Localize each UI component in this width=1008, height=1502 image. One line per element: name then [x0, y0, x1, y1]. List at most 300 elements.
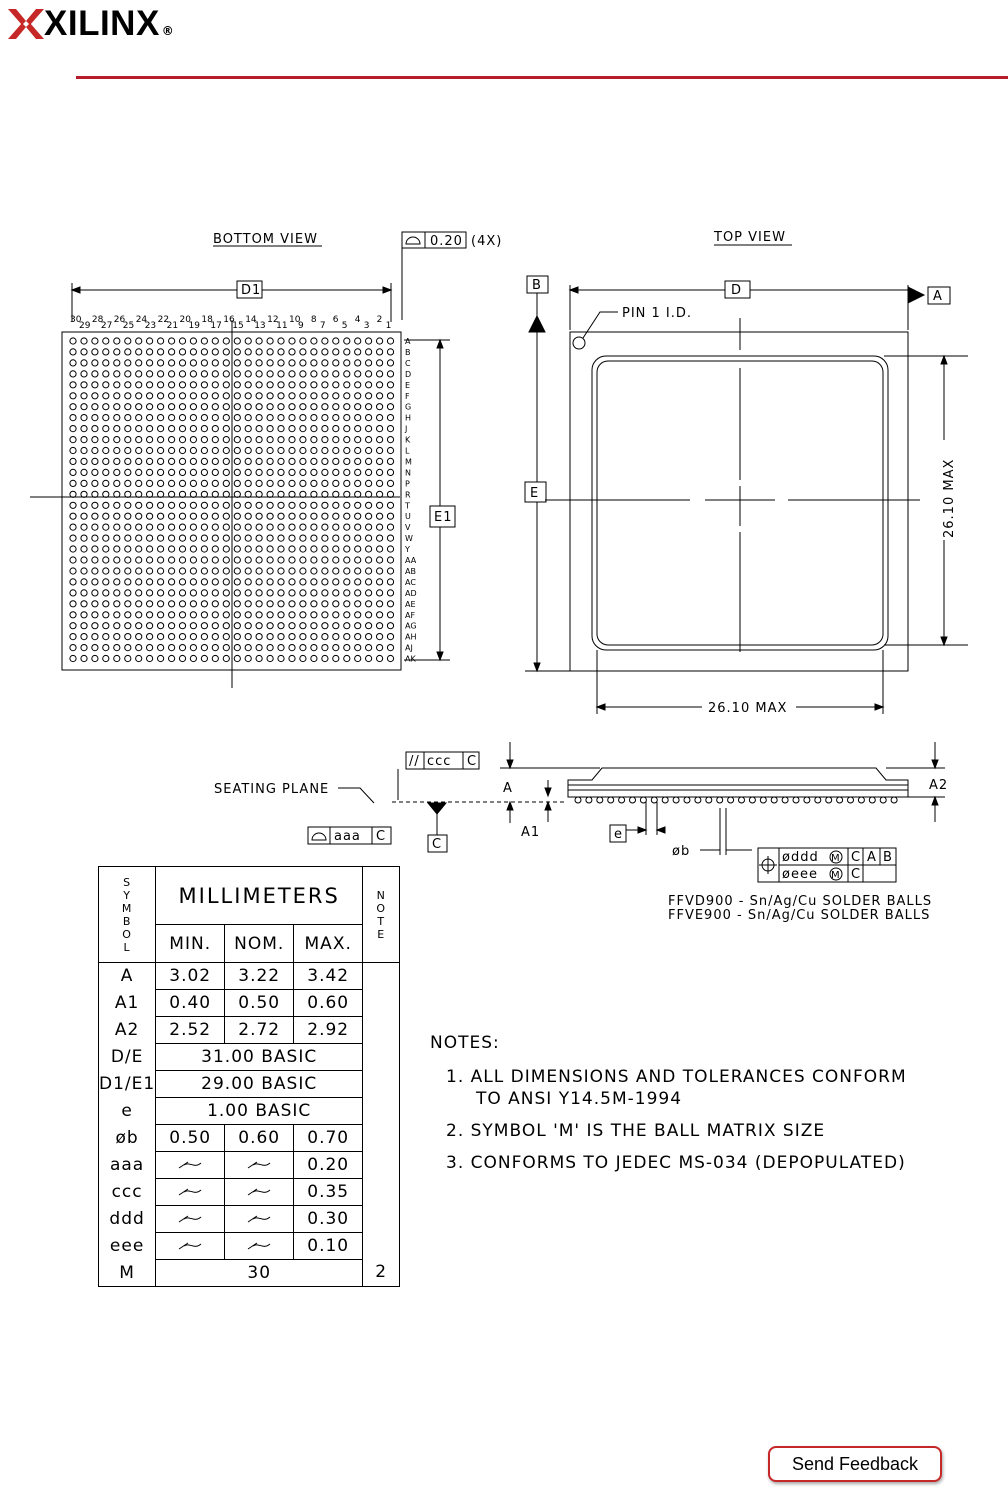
- solder-ball: [190, 546, 196, 552]
- solder-ball: [245, 634, 251, 640]
- solder-ball: [311, 437, 317, 443]
- solder-ball: [234, 437, 240, 443]
- solder-ball: [158, 546, 164, 552]
- solder-ball: [158, 601, 164, 607]
- solder-ball: [278, 634, 284, 640]
- solder-ball: [387, 404, 393, 410]
- solder-ball: [355, 447, 361, 453]
- row-max-value: 0.60: [294, 990, 363, 1017]
- solder-ball: [344, 590, 350, 596]
- solder-ball: [245, 393, 251, 399]
- solder-ball: [333, 623, 339, 629]
- solder-ball: [289, 415, 295, 421]
- solder-ball: [114, 360, 120, 366]
- solder-ball: [234, 469, 240, 475]
- solder-ball: [92, 601, 98, 607]
- solder-ball: [103, 557, 109, 563]
- solder-ball: [70, 338, 76, 344]
- solder-ball: [103, 338, 109, 344]
- row-symbol: A: [99, 963, 156, 990]
- solder-ball: [355, 502, 361, 508]
- solder-ball: [179, 579, 185, 585]
- solder-ball: [289, 612, 295, 618]
- solder-ball: [245, 415, 251, 421]
- solder-ball: [136, 513, 142, 519]
- aaa-ref: C: [376, 829, 387, 844]
- solder-ball: [366, 546, 372, 552]
- solder-ball: [245, 557, 251, 563]
- col-number: 28: [91, 315, 104, 325]
- solder-ball: [322, 491, 328, 497]
- solder-ball: [333, 612, 339, 618]
- solder-ball: [147, 612, 153, 618]
- solder-ball: [212, 601, 218, 607]
- solder-ball: [278, 415, 284, 421]
- solder-ball: [344, 437, 350, 443]
- solder-ball: [245, 360, 251, 366]
- solder-ball: [125, 655, 131, 661]
- solder-ball: [158, 426, 164, 432]
- solder-ball: [136, 480, 142, 486]
- solder-ball: [223, 437, 229, 443]
- col-number: 5: [341, 321, 348, 331]
- solder-ball: [267, 557, 273, 563]
- solder-ball: [344, 612, 350, 618]
- solder-ball: [136, 426, 142, 432]
- solder-ball: [114, 437, 120, 443]
- solder-ball: [311, 568, 317, 574]
- solder-ball: [344, 546, 350, 552]
- solder-ball: [245, 349, 251, 355]
- solder-ball: [387, 437, 393, 443]
- solder-ball: [223, 382, 229, 388]
- solder-ball: [212, 480, 218, 486]
- solder-ball: [92, 513, 98, 519]
- solder-ball: [355, 426, 361, 432]
- col-number: 8: [310, 315, 317, 325]
- solder-ball: [387, 458, 393, 464]
- solder-ball: [289, 393, 295, 399]
- solder-ball: [234, 393, 240, 399]
- row-min-value: 0.40: [156, 990, 225, 1017]
- solder-ball: [355, 469, 361, 475]
- side-ball: [880, 797, 886, 803]
- solder-ball: [387, 349, 393, 355]
- solder-ball: [387, 382, 393, 388]
- solder-ball: [333, 382, 339, 388]
- solder-ball: [114, 415, 120, 421]
- row-nom-value: 3.22: [225, 963, 294, 990]
- solder-ball: [387, 524, 393, 530]
- solder-ball: [103, 458, 109, 464]
- solder-ball: [267, 535, 273, 541]
- solder-ball: [300, 469, 306, 475]
- solder-ball: [81, 524, 87, 530]
- solder-ball: [311, 557, 317, 563]
- solder-ball: [169, 601, 175, 607]
- solder-ball: [333, 371, 339, 377]
- solder-ball: [256, 513, 262, 519]
- row-max-value: 0.20: [294, 1152, 363, 1179]
- solder-ball: [169, 502, 175, 508]
- solder-ball: [223, 393, 229, 399]
- solder-ball: [300, 382, 306, 388]
- solder-ball: [147, 469, 153, 475]
- solder-ball: [136, 437, 142, 443]
- row-max-value: 3.42: [294, 963, 363, 990]
- side-ball: [575, 797, 581, 803]
- solder-ball: [158, 557, 164, 563]
- solder-ball: [179, 437, 185, 443]
- solder-ball: [147, 601, 153, 607]
- dim-b-label: øb: [672, 844, 691, 859]
- solder-ball: [158, 502, 164, 508]
- solder-ball: [103, 546, 109, 552]
- solder-ball: [125, 568, 131, 574]
- col-number: 16: [223, 315, 235, 325]
- solder-ball: [300, 568, 306, 574]
- solder-ball: [212, 655, 218, 661]
- ddd-ref-a: A: [867, 850, 877, 865]
- solder-ball: [201, 655, 207, 661]
- solder-ball: [355, 393, 361, 399]
- solder-ball: [355, 623, 361, 629]
- solder-ball: [311, 655, 317, 661]
- dimension-table: [98, 866, 400, 1287]
- solder-ball: [201, 645, 207, 651]
- solder-ball: [103, 612, 109, 618]
- solder-ball: [70, 447, 76, 453]
- solder-ball: [147, 645, 153, 651]
- row-nom-value: 2.72: [225, 1017, 294, 1044]
- row-symbol: M: [99, 1260, 156, 1287]
- row-letter: D: [405, 369, 412, 379]
- side-ball: [869, 797, 875, 803]
- solder-ball: [201, 360, 207, 366]
- solder-ball: [179, 634, 185, 640]
- solder-ball: [289, 557, 295, 563]
- solder-ball: [147, 480, 153, 486]
- solder-ball: [278, 546, 284, 552]
- solder-ball: [169, 415, 175, 421]
- solder-ball: [125, 349, 131, 355]
- solder-ball: [256, 524, 262, 530]
- solder-ball: [322, 458, 328, 464]
- solder-ball: [136, 360, 142, 366]
- solder-ball: [212, 557, 218, 563]
- solder-ball: [190, 623, 196, 629]
- solder-ball: [190, 349, 196, 355]
- solder-ball: [147, 437, 153, 443]
- solder-ball: [311, 513, 317, 519]
- solder-ball: [169, 590, 175, 596]
- solder-ball: [267, 480, 273, 486]
- row-max-value: 0.30: [294, 1206, 363, 1233]
- solder-ball: [212, 546, 218, 552]
- solder-ball: [278, 568, 284, 574]
- solder-ball: [322, 371, 328, 377]
- solder-ball: [201, 623, 207, 629]
- solder-ball: [344, 447, 350, 453]
- unit-header: MILLIMETERS: [156, 867, 363, 925]
- solder-ball: [333, 579, 339, 585]
- solder-ball: [256, 447, 262, 453]
- solder-ball: [179, 623, 185, 629]
- solder-ball: [212, 393, 218, 399]
- solder-ball: [136, 371, 142, 377]
- solder-ball: [158, 524, 164, 530]
- solder-ball: [190, 338, 196, 344]
- row-letter: C: [405, 358, 411, 368]
- solder-ball: [223, 634, 229, 640]
- solder-ball: [158, 535, 164, 541]
- solder-ball: [278, 579, 284, 585]
- solder-ball: [169, 349, 175, 355]
- solder-ball: [92, 579, 98, 585]
- solder-ball: [169, 447, 175, 453]
- solder-ball: [158, 623, 164, 629]
- solder-ball: [81, 535, 87, 541]
- solder-ball: [289, 601, 295, 607]
- solder-ball: [212, 590, 218, 596]
- row-letter: AD: [405, 588, 417, 598]
- solder-ball: [355, 382, 361, 388]
- solder-ball: [179, 655, 185, 661]
- row-symbol: e: [99, 1098, 156, 1125]
- solder-ball: [201, 469, 207, 475]
- solder-ball: [245, 447, 251, 453]
- solder-ball: [234, 645, 240, 651]
- col-number: 1: [385, 321, 392, 331]
- solder-ball: [147, 491, 153, 497]
- solder-ball: [147, 546, 153, 552]
- solder-ball: [158, 655, 164, 661]
- solder-ball: [223, 371, 229, 377]
- dim-e1-label: E1: [434, 510, 453, 525]
- solder-ball: [377, 491, 383, 497]
- solder-ball: [311, 502, 317, 508]
- solder-ball: [387, 655, 393, 661]
- solder-ball: [322, 568, 328, 574]
- solder-ball: [103, 437, 109, 443]
- solder-ball: [355, 590, 361, 596]
- solder-ball: [245, 404, 251, 410]
- solder-ball: [81, 469, 87, 475]
- solder-ball: [70, 568, 76, 574]
- solder-ball: [267, 360, 273, 366]
- solder-ball: [377, 480, 383, 486]
- solder-ball: [355, 458, 361, 464]
- side-ball: [837, 797, 843, 803]
- solder-ball: [92, 437, 98, 443]
- solder-ball: [179, 447, 185, 453]
- side-ball: [793, 797, 799, 803]
- solder-ball: [179, 645, 185, 651]
- solder-ball: [179, 349, 185, 355]
- send-feedback-button[interactable]: Send Feedback: [768, 1446, 942, 1482]
- solder-ball: [103, 590, 109, 596]
- solder-ball: [70, 491, 76, 497]
- solder-ball: [377, 579, 383, 585]
- not-applicable-icon: [245, 1214, 273, 1224]
- logo-text: XILINX: [44, 4, 160, 43]
- solder-ball: [169, 480, 175, 486]
- solder-ball: [212, 404, 218, 410]
- solder-ball: [114, 590, 120, 596]
- solder-ball: [300, 623, 306, 629]
- solder-ball: [92, 491, 98, 497]
- solder-ball: [344, 568, 350, 574]
- solder-ball: [267, 338, 273, 344]
- solder-ball: [289, 513, 295, 519]
- note-1-cont: TO ANSI Y14.5M-1994: [476, 1089, 683, 1109]
- solder-ball: [322, 447, 328, 453]
- solder-ball: [179, 338, 185, 344]
- solder-ball: [333, 360, 339, 366]
- ddd-ref-m: M: [831, 853, 840, 864]
- solder-ball: [377, 546, 383, 552]
- solder-ball: [179, 601, 185, 607]
- solder-ball: [70, 513, 76, 519]
- solder-ball: [92, 360, 98, 366]
- solder-ball: [377, 349, 383, 355]
- solder-ball: [387, 480, 393, 486]
- solder-ball: [223, 480, 229, 486]
- solder-ball: [158, 349, 164, 355]
- solder-ball: [344, 634, 350, 640]
- solder-ball: [169, 568, 175, 574]
- solder-ball: [256, 612, 262, 618]
- solder-ball: [267, 612, 273, 618]
- solder-ball: [136, 393, 142, 399]
- solder-ball: [136, 382, 142, 388]
- solder-ball: [212, 437, 218, 443]
- solder-ball: [190, 513, 196, 519]
- solder-ball: [256, 491, 262, 497]
- solder-ball: [289, 371, 295, 377]
- solder-ball: [125, 415, 131, 421]
- solder-ball: [387, 568, 393, 574]
- solder-ball: [366, 601, 372, 607]
- solder-ball: [322, 469, 328, 475]
- col-number: 25: [122, 321, 135, 331]
- solder-ball: [289, 634, 295, 640]
- side-ball: [673, 797, 679, 803]
- solder-ball: [136, 404, 142, 410]
- side-ball: [662, 797, 668, 803]
- col-number: 21: [166, 321, 179, 331]
- solder-ball: [300, 426, 306, 432]
- solder-ball: [136, 447, 142, 453]
- solder-ball: [125, 524, 131, 530]
- solder-ball: [322, 579, 328, 585]
- solder-ball: [136, 623, 142, 629]
- solder-ball: [333, 469, 339, 475]
- solder-ball: [114, 568, 120, 574]
- solder-ball: [377, 623, 383, 629]
- col-number: 7: [319, 321, 326, 331]
- solder-ball: [355, 371, 361, 377]
- solder-ball: [377, 338, 383, 344]
- solder-ball: [344, 491, 350, 497]
- solder-ball: [212, 524, 218, 530]
- solder-ball: [289, 382, 295, 388]
- solder-ball: [114, 458, 120, 464]
- solder-ball: [234, 349, 240, 355]
- solder-ball: [223, 360, 229, 366]
- solder-ball: [103, 513, 109, 519]
- solder-ball: [201, 458, 207, 464]
- solder-ball: [103, 393, 109, 399]
- solder-ball: [333, 502, 339, 508]
- solder-ball: [103, 535, 109, 541]
- solder-ball: [377, 415, 383, 421]
- row-nom-value: [225, 1233, 294, 1260]
- solder-ball: [212, 371, 218, 377]
- solder-ball: [81, 491, 87, 497]
- solder-ball: [344, 404, 350, 410]
- solder-ball: [179, 360, 185, 366]
- solder-ball: [267, 349, 273, 355]
- solder-ball: [245, 568, 251, 574]
- not-applicable-icon: [176, 1241, 204, 1251]
- dim-e-label: E: [530, 486, 540, 501]
- solder-ball: [179, 491, 185, 497]
- solder-ball: [387, 513, 393, 519]
- solder-ball: [147, 447, 153, 453]
- row-letter: AH: [405, 632, 417, 642]
- solder-ball: [278, 426, 284, 432]
- solder-ball: [212, 458, 218, 464]
- row-span-value: 1.00 BASIC: [156, 1098, 363, 1125]
- solder-ball: [190, 645, 196, 651]
- solder-ball: [114, 371, 120, 377]
- solder-ball: [201, 557, 207, 563]
- solder-ball: [212, 491, 218, 497]
- solder-ball: [355, 557, 361, 563]
- solder-ball: [344, 502, 350, 508]
- solder-ball: [114, 546, 120, 552]
- solder-ball: [322, 426, 328, 432]
- solder-ball: [223, 404, 229, 410]
- solder-ball: [70, 634, 76, 640]
- solder-ball: [147, 426, 153, 432]
- solder-ball: [355, 415, 361, 421]
- row-letter: G: [405, 402, 412, 412]
- solder-ball: [267, 645, 273, 651]
- solder-ball: [245, 612, 251, 618]
- solder-ball: [256, 502, 262, 508]
- solder-ball: [322, 393, 328, 399]
- row-letter: B: [405, 347, 411, 357]
- solder-ball: [278, 590, 284, 596]
- solder-ball: [311, 382, 317, 388]
- solder-ball: [267, 524, 273, 530]
- solder-ball: [136, 645, 142, 651]
- not-applicable-icon: [176, 1160, 204, 1170]
- solder-ball: [300, 415, 306, 421]
- solder-ball: [355, 349, 361, 355]
- solder-ball: [245, 524, 251, 530]
- solder-ball: [125, 546, 131, 552]
- solder-ball: [114, 535, 120, 541]
- solder-ball: [136, 601, 142, 607]
- table-row: [99, 1017, 400, 1044]
- solder-ball: [278, 612, 284, 618]
- row-min-value: 0.50: [156, 1125, 225, 1152]
- solder-ball: [70, 371, 76, 377]
- solder-ball: [201, 612, 207, 618]
